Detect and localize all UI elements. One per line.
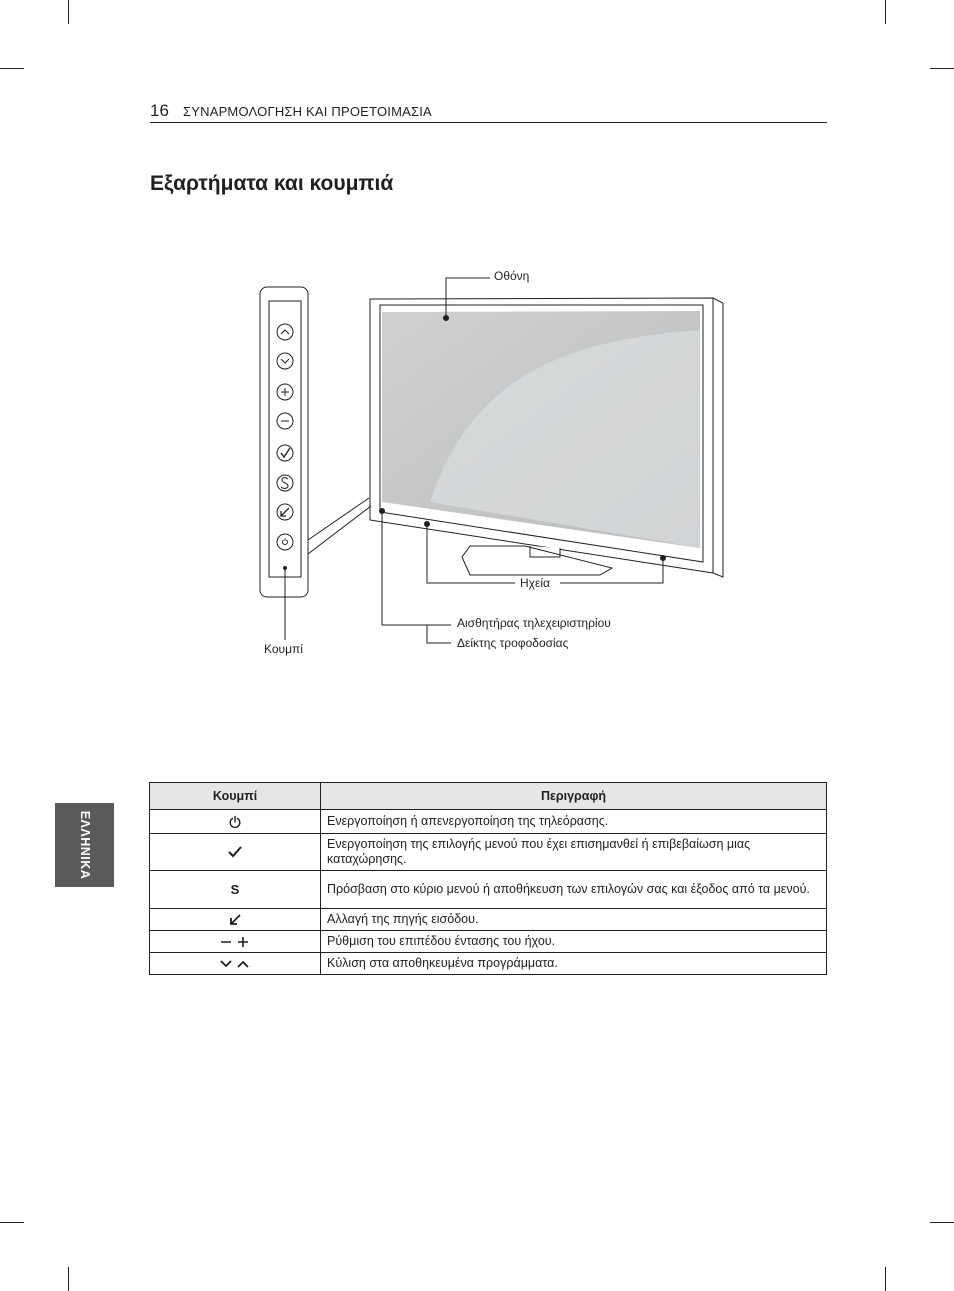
row-description: Πρόσβαση στο κύριο μενού ή αποθήκευση των επιλογών σας και έξοδος από τα μενού. xyxy=(321,871,827,909)
crop-mark xyxy=(68,1267,69,1291)
header-description: Περιγραφή xyxy=(321,783,827,810)
row-description: Ενεργοποίηση της επιλογής μενού που έχει επισημανθεί ή επιβεβαίωση μιας καταχώρησης. xyxy=(321,834,827,871)
table-header-row xyxy=(150,783,827,810)
page-number: 16 xyxy=(150,101,169,120)
crop-mark xyxy=(885,0,886,24)
table-row xyxy=(150,810,827,834)
tv-bezel xyxy=(370,298,723,577)
panel-connector xyxy=(308,498,371,554)
crop-mark xyxy=(0,68,24,69)
chevron-down-icon xyxy=(277,353,293,369)
row-description: Αλλαγή της πηγής εισόδου. xyxy=(321,909,827,931)
label-screen: Οθόνη xyxy=(494,269,530,283)
table-row xyxy=(150,931,827,953)
buttons-table xyxy=(149,782,827,975)
plus-icon xyxy=(277,384,293,400)
settings-s-label: S xyxy=(230,882,240,897)
page-header xyxy=(150,100,827,123)
row-description: Ρύθμιση του επιπέδου έντασης του ήχου. xyxy=(321,931,827,953)
section-title: ΣΥΝΑΡΜΟΛΟΓΗΣΗ ΚΑΙ ΠΡΟΕΤΟΙΜΑΣΙΑ xyxy=(183,104,432,119)
chevron-down-up-icon xyxy=(219,958,251,970)
minus-icon xyxy=(277,413,293,429)
row-description: Ενεργοποίηση ή απενεργοποίηση της τηλεόρασης. xyxy=(321,810,827,834)
button-panel-inner xyxy=(269,301,301,577)
label-power-indicator: Δείκτης τροφοδοσίας xyxy=(457,636,569,650)
label-speakers: Ηχεία xyxy=(520,576,550,590)
label-remote-sensor: Αισθητήρας τηλεχειριστηρίου xyxy=(457,616,611,630)
table-row xyxy=(150,871,827,909)
input-arrow-icon xyxy=(277,504,293,520)
table-row xyxy=(150,953,827,975)
page-title: Εξαρτήματα και κουμπιά xyxy=(150,172,394,195)
crop-mark xyxy=(885,1267,886,1291)
settings-s-icon xyxy=(277,475,293,491)
crop-mark xyxy=(68,0,69,24)
chevron-up-icon xyxy=(277,324,293,340)
header-button: Κουμπί xyxy=(150,783,321,810)
power-icon xyxy=(228,815,242,829)
table-row xyxy=(150,834,827,871)
tv-screen xyxy=(382,311,700,548)
row-description: Κύλιση στα αποθηκευμένα προγράμματα. xyxy=(321,953,827,975)
language-tab[interactable] xyxy=(55,803,114,887)
power-icon xyxy=(277,534,293,550)
button-panel xyxy=(260,287,308,597)
crop-mark xyxy=(0,1222,24,1223)
table-row xyxy=(150,909,827,931)
check-icon xyxy=(277,445,293,461)
crop-mark xyxy=(930,1222,954,1223)
label-button: Κουμπί xyxy=(264,642,303,656)
minus-plus-icon xyxy=(220,936,250,948)
check-icon xyxy=(227,845,243,859)
panel-dot xyxy=(283,566,287,570)
input-arrow-icon xyxy=(228,913,242,927)
tv-stand xyxy=(462,546,612,575)
language-tab-label: ΕΛΛΗΝΙΚΑ xyxy=(77,810,92,880)
crop-mark xyxy=(930,68,954,69)
